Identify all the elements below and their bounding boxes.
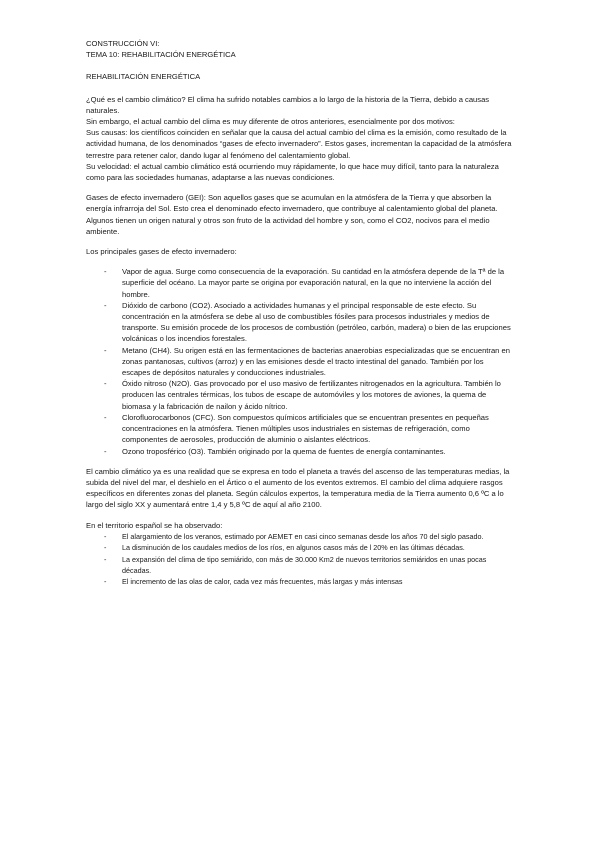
intro-paragraph-2: Sin embargo, el actual cambio del clima es muy diferente de otros anteriores, esencialmente por dos motivos: [86, 117, 455, 127]
intro-paragraph-3: Sus causas: los científicos coinciden en señalar que la causa del actual cambio del clima es la emisión, como resultado de la actividad humana, de los denominados “gases de efecto invernadero”. Estos gases, incrementan la capacidad de la atmósfera terrestre para retener calor, dando lugar al fenómeno del calentamiento global. [86, 128, 512, 160]
intro-paragraph-1: ¿Qué es el cambio climático? El clima ha sufrido notables cambios a lo largo de la historia de la Tierra, debido a causas naturales. [86, 94, 490, 115]
list-item [86, 300, 513, 345]
list-item: - El alargamiento de los veranos, estimado por AEMET en casi cinco semanas desde los años 70 del siglo pasado. [86, 531, 513, 542]
course-title: CONSTRUCCIÓN VI: [86, 39, 160, 48]
gas-name: Dióxido de carbono (CO2). [122, 300, 213, 310]
gas-name: Ozono troposférico (O3). [122, 446, 206, 456]
gei-paragraph: Gases de efecto invernadero (GEI): Son aquellos gases que se acumulan en la atmósfera de la Tierra y que absorben la energía infrarroja del Sol. Esto crea el denominado efecto invernadero, que contribuye al calentamiento global del planeta. Algunos tienen un origen natural y otros son fruto de la actividad del hombre y son, como el CO2, nocivos para el medio ambiente. [86, 193, 498, 236]
climate-paragraph: El cambio climático ya es una realidad que se expresa en todo el planeta a través del ascenso de las temperaturas medias, la subida del nivel del mar, el deshielo en el Ártico o el aumento de los eventos extremos. El cambio del clima adquiere rasgos específicos en diferentes zonas del planeta. Según cálculos expertos, la temperatura media de la Tierra aumento 0,6 ºC a lo largo del siglo XX y aumentará entre 1,4 y 5,8 ºC de aquí al año 2100. [86, 466, 510, 510]
gases-heading: Los principales gases de efecto invernadero: [86, 247, 237, 257]
spain-heading: En el territorio español se ha observado: [86, 520, 223, 530]
list-item [86, 345, 513, 379]
list-item [86, 412, 513, 446]
list-item [86, 266, 513, 300]
gas-name: Óxido nitroso (N2O). [122, 379, 192, 389]
section-title: REHABILITACIÓN ENERGÉTICA [86, 72, 201, 82]
gas-description: Gas provocado por el uso masivo de fertilizantes nitrogenados en la agricultura. También lo producen las centrales térmicas, los tubos de escape de automóviles y los motores de aviones, la quema de biomasa y la fabricación de nailon y ácido nítrico. [122, 379, 501, 411]
list-item [86, 378, 513, 412]
gas-description: Su origen está en las fermentaciones de bacterias anaerobias especializadas que se encuentran en zonas pantanosas, cultivos (arroz) y en las emisiones desde el tracto intestinal del ganado. También por los escapes de depósitos naturales y conducciones industriales. [122, 345, 510, 378]
gas-description: Son compuestos químicos artificiales que se encuentran presentes en pequeñas concentraciones en la atmósfera. Tienen múltiples usos industriales en sistemas de refrigeración, como componentes de aerosoles, producción de aluminio o aislantes eléctricos. [122, 412, 489, 445]
spain-list [86, 531, 513, 588]
gas-name: Vapor de agua. [122, 267, 174, 277]
gases-list [86, 266, 513, 456]
list-item [86, 446, 513, 457]
list-item: - La disminución de los caudales medios de los ríos, en algunos casos más de l 20% en las últimas décadas. [86, 542, 513, 553]
gas-description: También originado por la quema de fuentes de energía contaminantes. [205, 446, 446, 456]
gas-name: Clorofluorocarbonos (CFC). [122, 412, 216, 422]
list-item: - La expansión del clima de tipo semiárido, con más de 30.000 Km2 de nuevos territorios semiáridos en unas pocas décadas. [86, 554, 513, 577]
gas-name: Metano (CH4). [122, 345, 172, 355]
gas-description: Asociado a actividades humanas y el principal responsable de este efecto. Su concentración en la atmósfera se debe al uso de combustibles fósiles para procesos industriales y medios de transporte. Su emisión procede de los procesos de combustión (petróleo, carbón, madera) o bien de las erupciones volcánicas o los incendios forestales. [122, 300, 511, 344]
topic-title: TEMA 10: REHABILITACIÓN ENERGÉTICA [86, 50, 236, 60]
gas-description: Surge como consecuencia de la evaporación. Su cantidad en la atmósfera depende de la Tª de la superficie del océano. La mayor parte se origina por evaporación natural, en la que no interviene la acción del hombre. [122, 267, 505, 299]
intro-paragraph-4: Su velocidad: el actual cambio climático está ocurriendo muy rápidamente, lo que hace muy difícil, tanto para la naturaleza como para las sociedades humanas, adaptarse a las nuevas condiciones. [86, 161, 499, 183]
list-item: - El incremento de las olas de calor, cada vez más frecuentes, más largas y más intensas [86, 576, 513, 587]
